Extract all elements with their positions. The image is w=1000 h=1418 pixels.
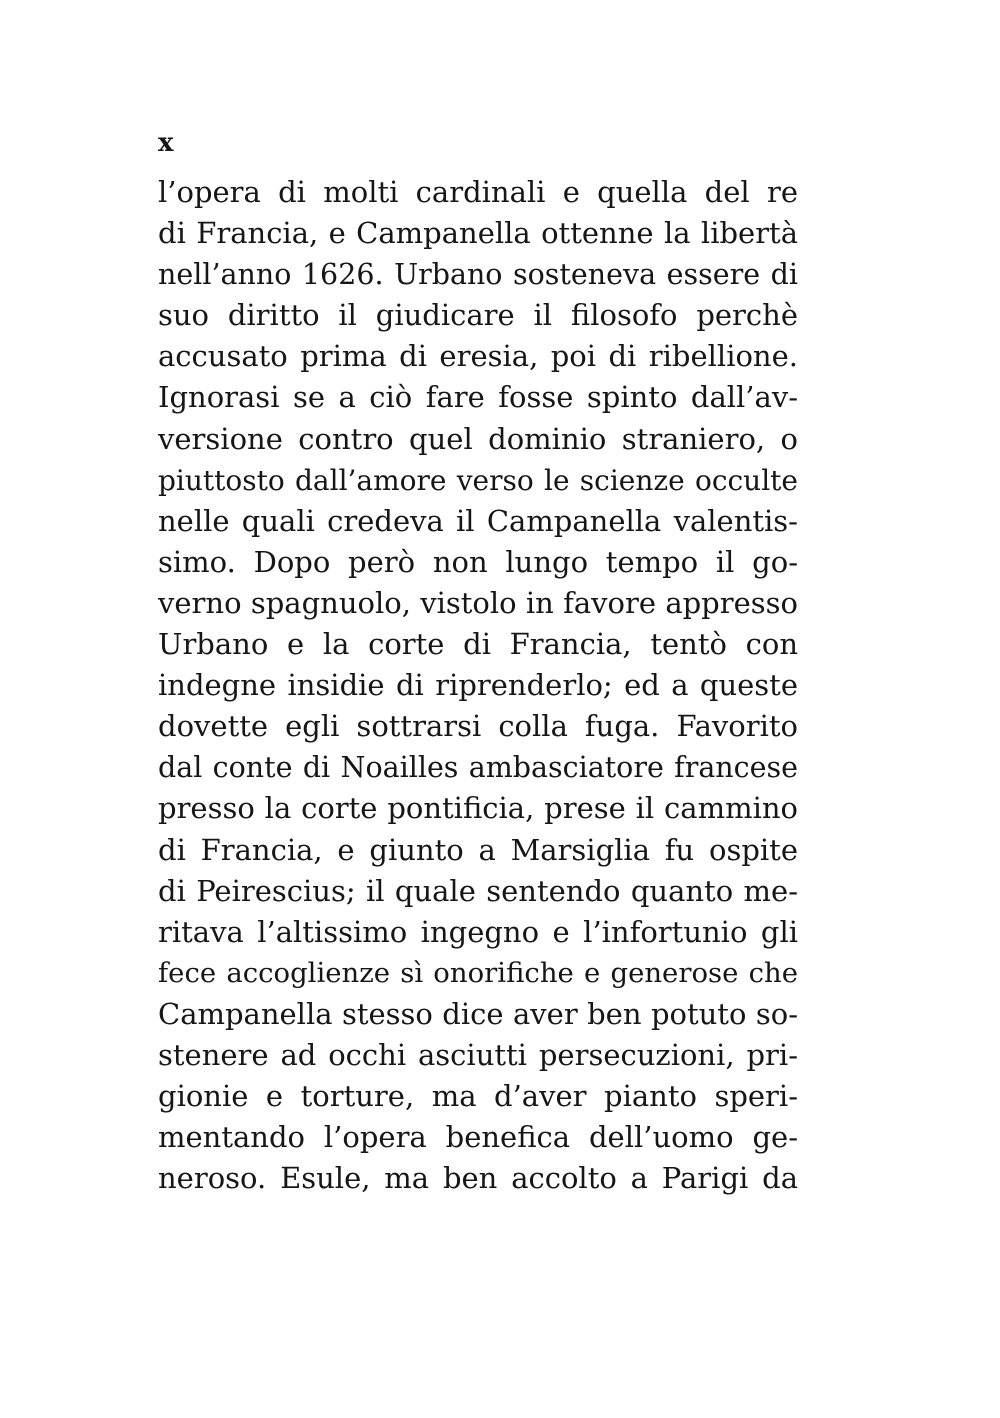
text-line: piuttosto dall’amore verso le scienze occulte — [158, 463, 798, 497]
text-line: di Francia, e Campanella ottenne la libertà — [158, 216, 798, 251]
text-line: versione contro quel dominio straniero, o — [158, 421, 798, 456]
text-line: di Peirescius; il quale sentendo quanto me- — [158, 873, 798, 908]
text-line: Urbano e la corte di Francia, tentò con — [158, 627, 798, 662]
text-line: accusato prima di eresia, poi di ribellione. — [158, 339, 798, 374]
text-line: di Francia, e giunto a Marsiglia fu ospite — [158, 832, 798, 867]
text-line: mentando l’opera benefica dell’uomo ge- — [158, 1120, 798, 1155]
text-line: neroso. Esule, ma ben accolto a Parigi da — [158, 1161, 798, 1196]
text-line: indegne insidie di riprenderlo; ed a queste — [158, 668, 798, 703]
text-line: l’opera di molti cardinali e quella del re — [158, 175, 798, 209]
text-line: suo diritto il giudicare il filosofo perchè — [158, 298, 798, 333]
text-line: nell’anno 1626. Urbano sosteneva essere di — [158, 258, 798, 292]
text-line: verno spagnuolo, vistolo in favore appresso — [158, 585, 798, 620]
text-line: nelle quali credeva il Campanella valentis- — [158, 503, 798, 538]
text-line: Ignorasi se a ciò fare fosse spinto dall’av- — [158, 380, 798, 415]
text-line: ritava l’altissimo ingegno e l’infortunio gli — [158, 914, 798, 949]
text-line: Campanella stesso dice aver ben potuto so- — [158, 996, 798, 1031]
text-line: fece accoglienze sì onorifiche e generose che — [158, 956, 798, 989]
text-line: presso la corte pontificia, prese il cammino — [158, 791, 798, 826]
text-line: dal conte di Noailles ambasciatore francese — [158, 751, 798, 785]
text-line: stenere ad occhi asciutti persecuzioni, pri- — [158, 1037, 798, 1072]
text-line: simo. Dopo però non lungo tempo il go- — [158, 544, 798, 579]
body-text — [158, 172, 798, 1199]
page-number: x — [158, 128, 175, 158]
text-line: dovette egli sottrarsi colla fuga. Favorito — [158, 709, 798, 744]
text-line: gionie e torture, ma d’aver pianto speri- — [158, 1079, 798, 1114]
